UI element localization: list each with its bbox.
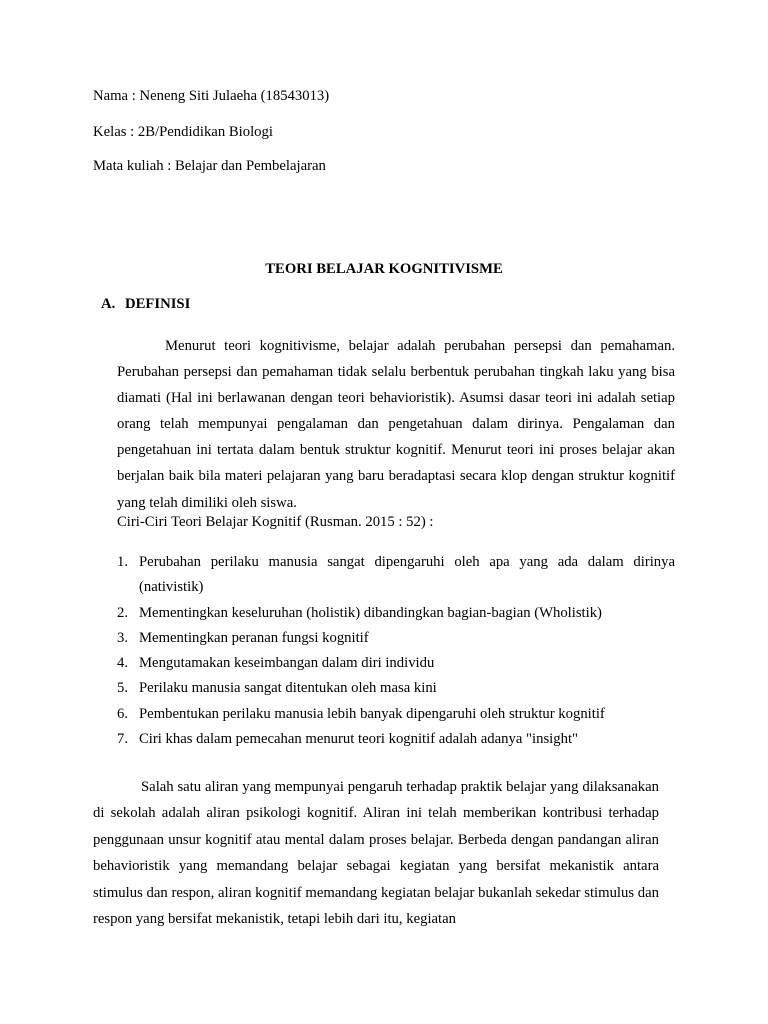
criteria-intro: Ciri-Ciri Teori Belajar Kognitif (Rusman. 2015 : 52) : [117, 514, 434, 530]
closing-paragraph: Salah satu aliran yang mempunyai pengaruh terhadap praktik belajar yang dilaksanakan di sekolah adalah aliran psikologi kognitif. Aliran ini telah memberikan kontribusi terhadap penggunaan unsur kognitif atau mental dalam proses belajar. Berbeda dengan pandangan aliran behavioristik yang memandang belajar sebagai kegiatan yang bersifat mekanistik antara stimulus dan respon, aliran kognitif memandang kegiatan belajar bukanlah sekedar stimulus dan respon yang bersifat mekanistik, tetapi lebih dari itu, kegiatan [93, 779, 659, 928]
list-item-number: 1. [117, 554, 129, 570]
section-heading [101, 296, 190, 314]
criteria-list [117, 550, 675, 752]
class-line: Kelas : 2B/Pendidikan Biologi [93, 124, 273, 140]
list-item-number: 5. [117, 680, 129, 697]
list-item [117, 651, 675, 676]
list-item [117, 626, 675, 651]
list-item-number: 4. [117, 655, 129, 672]
list-item-number: 3. [117, 629, 129, 646]
list-item [117, 601, 675, 626]
list-item-text: Ciri khas dalam pemecahan menurut teori kognitif adalah adanya "insight" [139, 731, 579, 748]
list-item-number: 2. [117, 604, 129, 621]
list-item-number: 7. [117, 731, 129, 748]
list-item-text: Perubahan perilaku manusia sangat dipengaruhi oleh apa yang ada dalam dirinya (nativistik) [139, 554, 675, 596]
student-name-line: Nama : Neneng Siti Julaeha (18543013) [93, 88, 330, 104]
section-heading-text: DEFINISI [125, 296, 191, 312]
section-letter: A. [101, 296, 116, 312]
list-item-text: Pembentukan perilaku manusia lebih banyak dipengaruhi oleh struktur kognitif [139, 705, 605, 722]
list-item-text: Mementingkan keseluruhan (holistik) dibandingkan bagian-bagian (Wholistik) [139, 604, 602, 621]
document-title: TEORI BELAJAR KOGNITIVISME [265, 261, 503, 277]
list-item [117, 550, 675, 601]
list-item-text: Mengutamakan keseimbangan dalam diri individu [139, 655, 435, 672]
list-item-number: 6. [117, 705, 129, 722]
course-line: Mata kuliah : Belajar dan Pembelajaran [93, 158, 326, 174]
definition-paragraph: Menurut teori kognitivisme, belajar adalah perubahan persepsi dan pemahaman. Perubahan persepsi dan pemahaman tidak selalu berbentuk perubahan tingkah laku yang bisa diamati (Hal ini berlawanan dengan teori behavioristik). Asumsi dasar teori ini adalah setiap orang telah mempunyai pengalaman dan pengetahuan dalam dirinya. Pengalaman dan pengetahuan ini tertata dalam bentuk struktur kognitif. Menurut teori ini proses belajar akan berjalan baik bila materi pelajaran yang baru beradaptasi secara klop dengan struktur kognitif yang telah dimiliki oleh siswa. [117, 338, 675, 511]
list-item-text: Perilaku manusia sangat ditentukan oleh masa kini [139, 680, 437, 697]
list-item [117, 702, 675, 727]
list-item-text: Mementingkan peranan fungsi kognitif [139, 629, 369, 646]
list-item [117, 676, 675, 701]
list-item [117, 727, 675, 752]
